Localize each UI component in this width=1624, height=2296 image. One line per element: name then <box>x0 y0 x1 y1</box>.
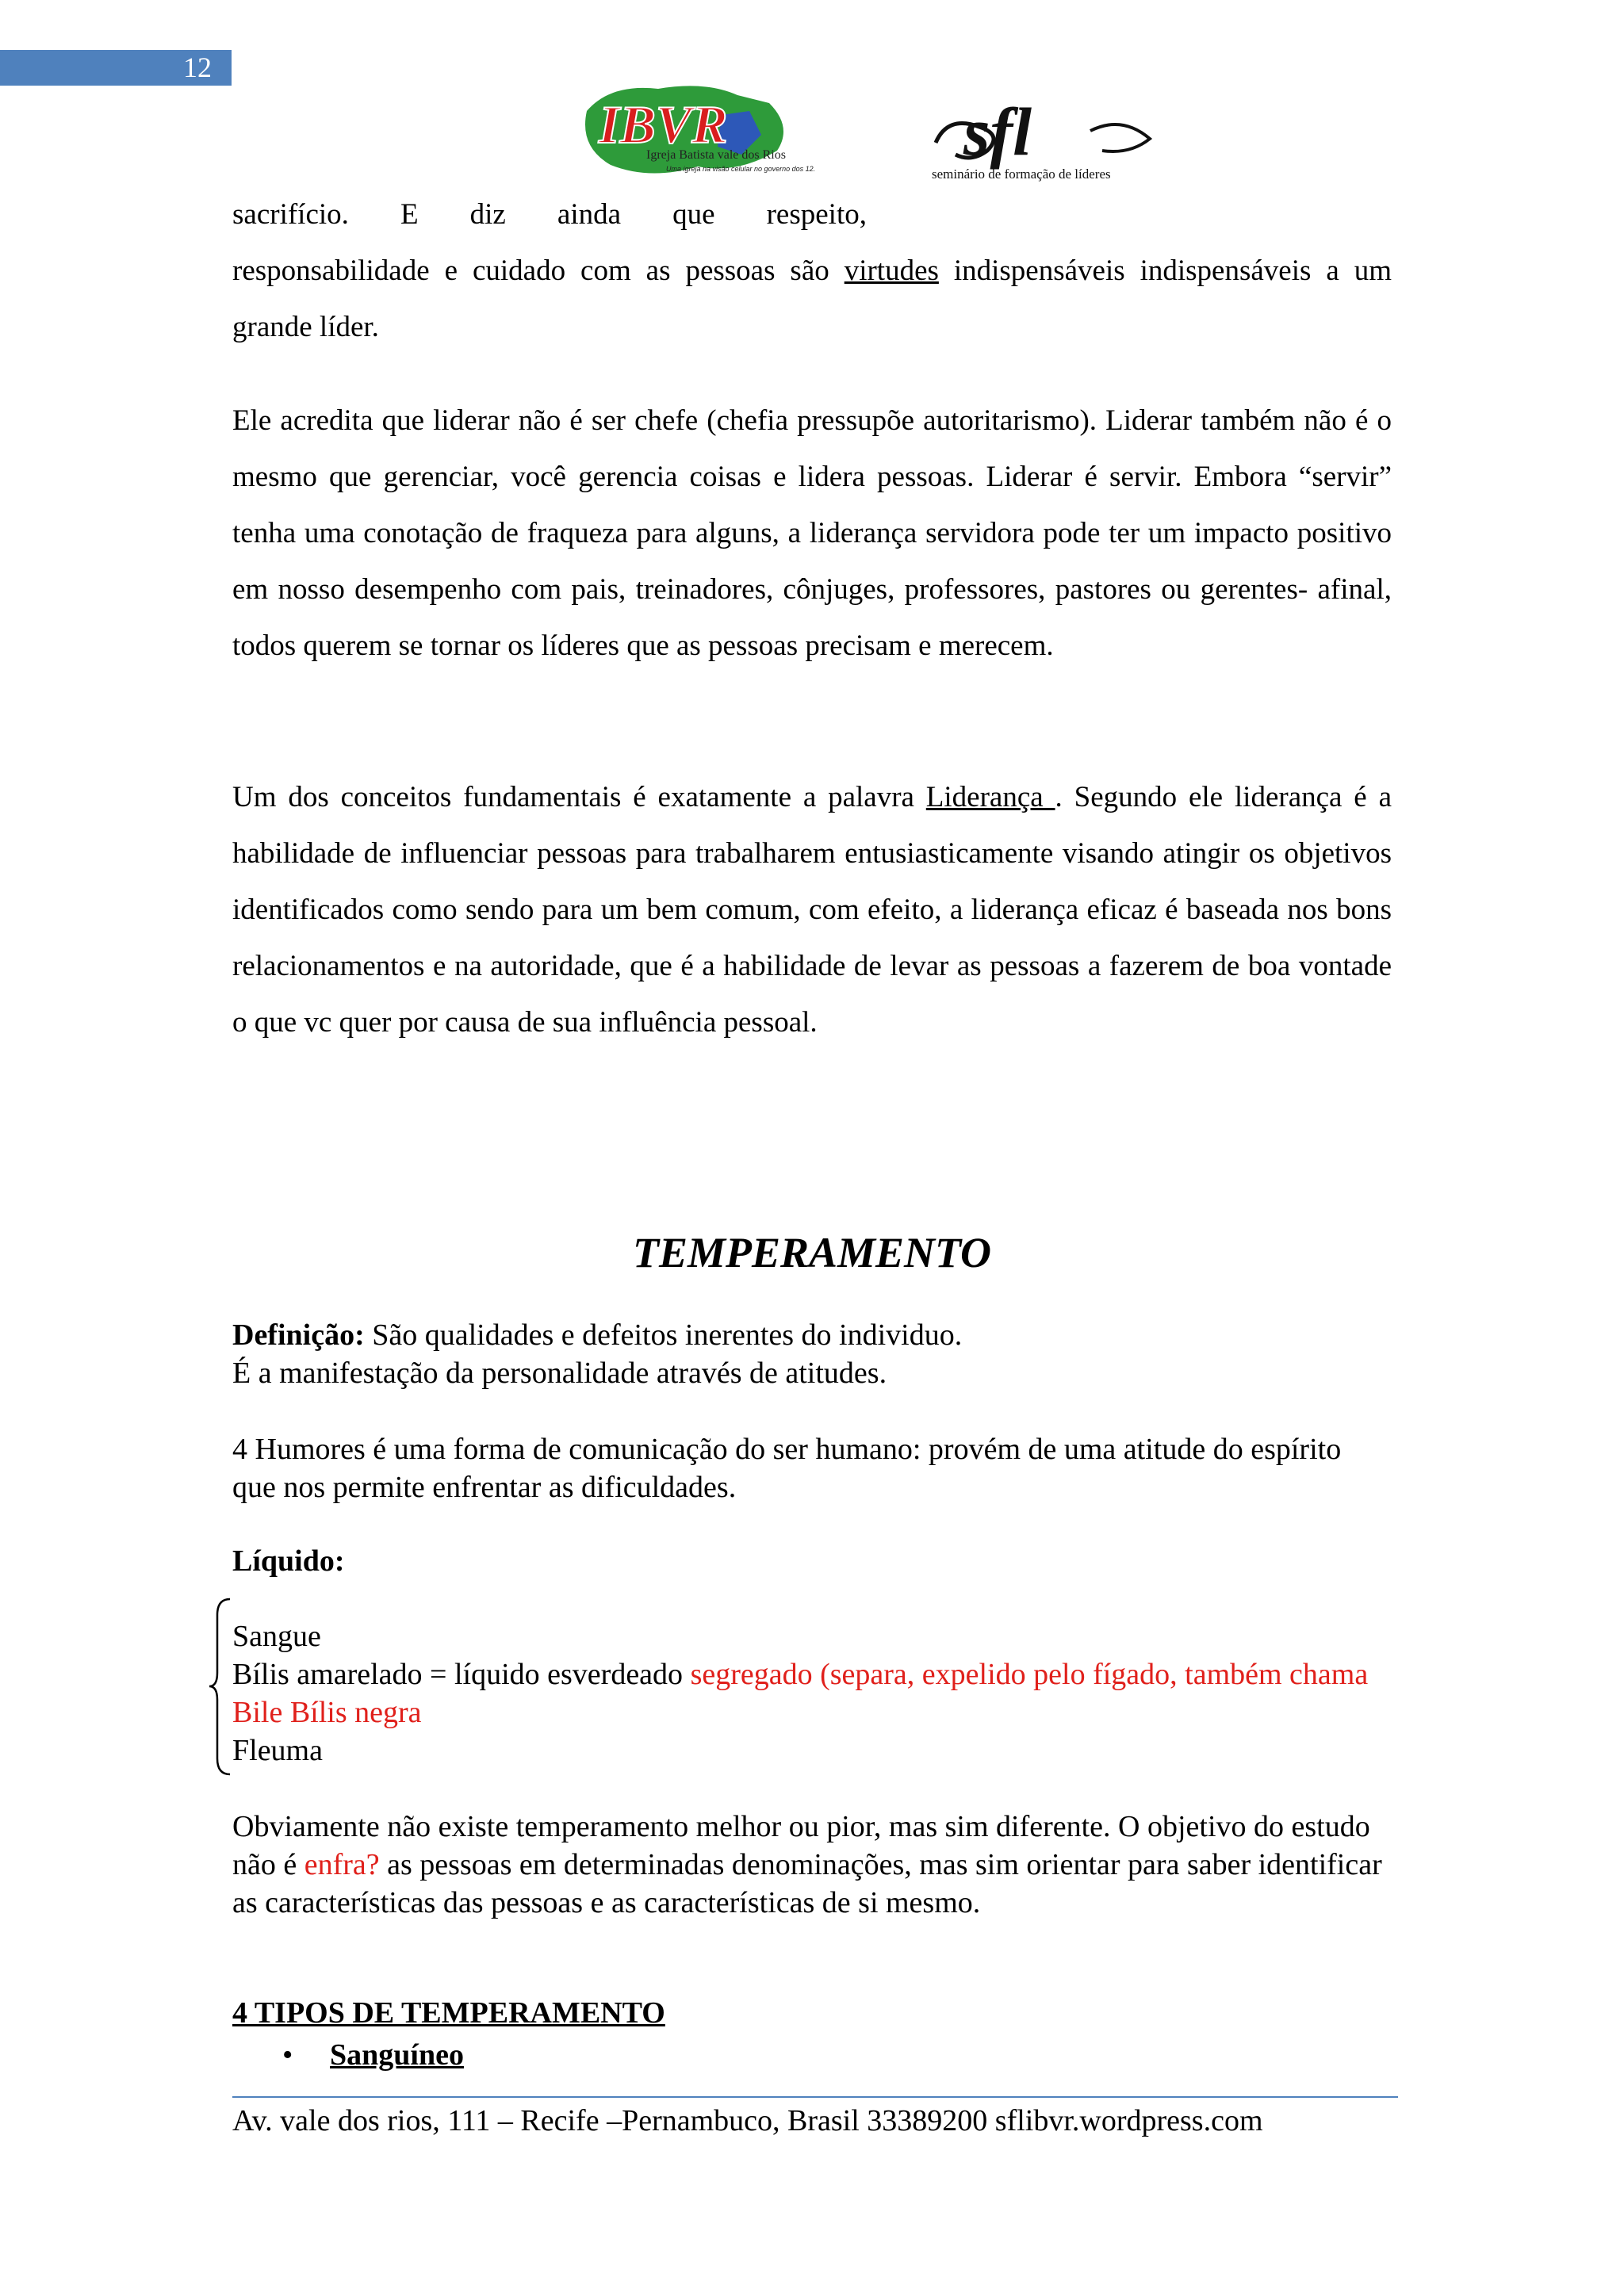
humores-paragraph <box>232 1430 1392 1506</box>
underlined-word-virtudes: virtudes <box>844 254 939 287</box>
bullet-icon: • <box>282 2038 293 2072</box>
paragraph-2-text: Ele acredita que liderar não é ser chefe (chefia pressupõe autoritarismo). Liderar também não é o mesmo que gerenciar, você gerencia coisas e lidera pessoas. Liderar é servir. Embora “servir” tenha uma conotação de fraqueza para alguns, a liderança servidora pode ter um impacto positivo em nosso desempenho com pais, treinadores, cônjuges, professores, pastores ou gerentes- afinal, todos querem se tornar os líderes que as pessoas precisam e merecem. <box>232 404 1392 662</box>
svg-text:Uma igreja na visão celular no: Uma igreja na visão celular no governo dos 12. <box>666 165 816 173</box>
page-number: 12 <box>183 52 212 83</box>
page-number-badge <box>0 50 232 86</box>
svg-text:seminário de formação de líder: seminário de formação de líderes <box>932 166 1111 182</box>
word: sacrifício. <box>232 198 349 231</box>
paragraph-1-body: responsabilidade e cuidado com as pessoas são virtudes indispensáveis indispensáveis a um grande líder. <box>232 254 1392 343</box>
word: E <box>400 198 419 231</box>
definition-line-2: É a manifestação da personalidade através de atitudes. <box>232 1357 887 1390</box>
svg-text:IBVR: IBVR <box>599 94 728 155</box>
svg-text:Igreja Batista vale dos Rios: Igreja Batista vale dos Rios <box>646 148 786 162</box>
paragraph-3-text: Um dos conceitos fundamentais é exatamente a palavra Liderança . Segundo ele liderança é a habilidade de influenciar pessoas para trabalharem entusiasticamente visando atingir os objetivos identificados como sendo para um bem comum, com efeito, a liderança eficaz é baseada nos bons relacionamentos e na autoridade, que é a habilidade de levar as pessoas a fazerem de boa vontade o que vc quer por causa de sua influência pessoal. <box>232 781 1392 1039</box>
liquido-heading <box>232 1542 1392 1580</box>
word: que <box>672 198 715 231</box>
section-title: TEMPERAMENTO <box>632 1229 992 1276</box>
footer-address: Av. vale dos rios, 111 – Recife –Pernambuco, Brasil 33389200 sflibvr.wordpress.com <box>232 2104 1263 2137</box>
underlined-word-lideranca: Liderança <box>925 781 1055 813</box>
curly-brace-icon <box>208 1598 235 1776</box>
types-heading: 4 TIPOS DE TEMPERAMENTO <box>232 1996 665 2030</box>
definition-block <box>232 1316 1392 1392</box>
ibvr-logo <box>579 79 825 189</box>
humores-text: 4 Humores é uma forma de comunicação do ser humano: provém de uma atitude do espírito que nos permite enfrentar as dificuldades. <box>232 1433 1342 1504</box>
red-word: enfra? <box>304 1848 380 1881</box>
liquido-label: Líquido: <box>232 1544 345 1578</box>
observation-text: Obviamente não existe temperamento melhor ou pior, mas sim diferente. O objetivo do estudo não é enfra? as pessoas em determinadas denominações, mas sim orientar para saber identificar as características das pessoas e as características de si mesmo. <box>232 1810 1382 1919</box>
type-sanguineo: Sanguíneo <box>330 2038 464 2072</box>
word: diz <box>469 198 506 231</box>
word: ainda <box>557 198 622 231</box>
red-note: segregado (separa, expelido pelo fígado, também chama Bile Bílis negra <box>232 1658 1369 1729</box>
liquid-fleuma: Fleuma <box>232 1734 323 1767</box>
footer-divider <box>232 2096 1398 2098</box>
definition-line-1: Definição: São qualidades e defeitos inerentes do individuo. <box>232 1318 963 1352</box>
liquid-sangue: Sangue <box>232 1620 321 1653</box>
observation-paragraph <box>232 1808 1392 1922</box>
word: respeito, <box>766 198 867 231</box>
liquid-list <box>232 1617 1392 1770</box>
definition-label: Definição: <box>232 1318 365 1352</box>
sfl-logo <box>932 83 1158 186</box>
liquid-bilis: Bílis amarelado = líquido esverdeado segregado (separa, expelido pelo fígado, também chama Bile Bílis negra <box>232 1658 1369 1729</box>
svg-text:sfl: sfl <box>963 94 1032 170</box>
paragraph-3 <box>232 769 1392 1050</box>
paragraph-1-first-line <box>232 186 867 243</box>
paragraph-2 <box>232 392 1392 674</box>
paragraph-1 <box>232 186 1392 355</box>
